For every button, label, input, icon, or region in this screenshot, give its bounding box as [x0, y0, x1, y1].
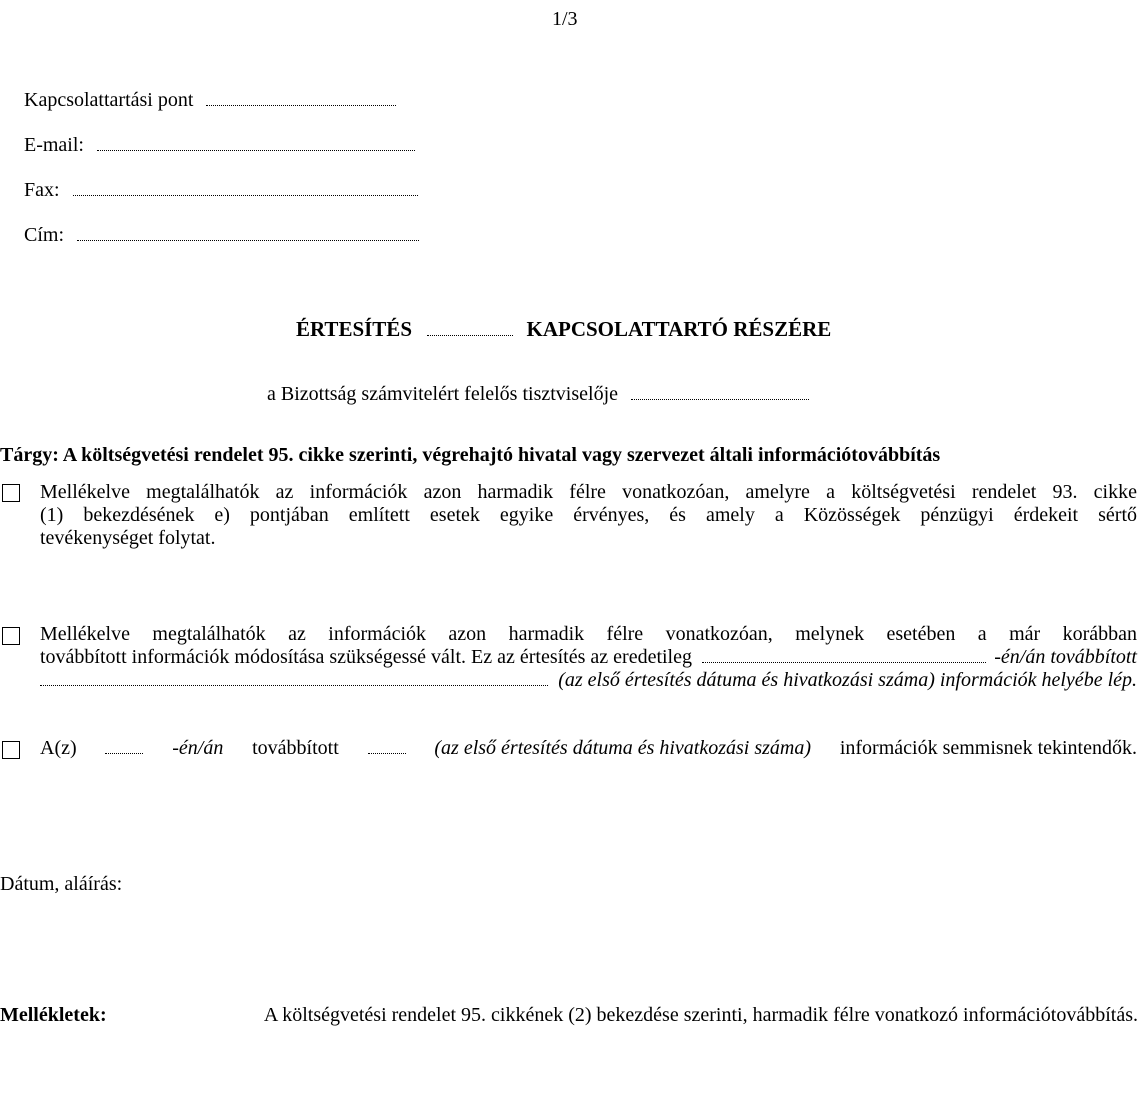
email-row — [24, 134, 415, 157]
attachments-text: A költségvetési rendelet 95. cikkének (2) bekezdése szerinti, harmadik félre vonatkozó információtovábbítás. — [263, 1004, 1138, 1026]
title-right: KAPCSOLATTARTÓ RÉSZÉRE — [526, 317, 832, 341]
option-3-ref-field[interactable] — [368, 737, 406, 754]
option-3-date-field[interactable] — [105, 737, 143, 754]
title-contact-field[interactable] — [427, 319, 513, 336]
option-2-line-3-italic: (az első értesítés dátuma és hivatkozási száma) információk helyébe lép. — [558, 669, 1137, 691]
address-label: Cím: — [24, 224, 65, 246]
address-row — [24, 224, 419, 247]
option-3-line — [40, 737, 1137, 760]
option-2-line-2-italic: -én/án továbbított — [994, 646, 1137, 668]
option-1-checkbox[interactable] — [2, 484, 20, 502]
option-1-line-2: (1) bekezdésének e) pontjában említett esetek egyike érvényes, és amely a Közösségek pénzügyi érdekeit sértő — [40, 504, 1137, 526]
signature-label: Dátum, aláírás: — [0, 873, 123, 895]
official-name-field[interactable] — [631, 383, 809, 400]
option-3-part-1: A(z) — [40, 737, 77, 759]
contact-point-row — [24, 89, 396, 112]
subject-line: Tárgy: A költségvetési rendelet 95. cikke szerinti, végrehajtó hivatal vagy szervezet általi információtovábbítás — [0, 444, 941, 466]
option-2-line-2 — [40, 646, 1137, 669]
contact-point-field[interactable] — [206, 89, 396, 106]
subtitle: a Bizottság számvitelért felelős tisztviselője — [267, 383, 619, 405]
contact-point-label: Kapcsolattartási pont — [24, 89, 194, 111]
original-reference-field[interactable] — [40, 669, 548, 686]
attachments-label: Mellékletek: — [0, 1004, 107, 1026]
fax-row — [24, 179, 418, 202]
attachments-line — [0, 1004, 1138, 1027]
option-1-line-1: Mellékelve megtalálhatók az információk azon harmadik félre vonatkozóan, amelyre a költségvetési rendelet 93. cikke — [40, 481, 1137, 503]
address-field[interactable] — [77, 224, 419, 241]
option-3-part-2: -én/án — [172, 737, 224, 759]
document-title — [296, 318, 831, 341]
fax-field[interactable] — [73, 179, 418, 196]
fax-label: Fax: — [24, 179, 60, 201]
option-3-part-4: (az első értesítés dátuma és hivatkozási száma) — [434, 737, 812, 759]
option-2-line-1: Mellékelve megtalálhatók az információk azon harmadik félre vonatkozóan, melynek esetében a már korábban — [40, 623, 1137, 645]
page-number: 1/3 — [552, 8, 578, 30]
option-1-line-3: tevékenységet folytat. — [40, 527, 216, 549]
option-3-part-3: továbbított — [252, 737, 339, 759]
option-2-checkbox[interactable] — [2, 627, 20, 645]
email-field[interactable] — [97, 134, 415, 151]
original-date-field[interactable] — [702, 646, 986, 663]
title-left: ÉRTESÍTÉS — [296, 317, 412, 341]
option-3-part-5: információk semmisnek tekintendők. — [839, 737, 1137, 759]
email-label: E-mail: — [24, 134, 84, 156]
subtitle-row — [267, 383, 809, 406]
option-2-line-3 — [40, 669, 1137, 692]
option-3-checkbox[interactable] — [2, 741, 20, 759]
option-2-line-2-text: továbbított információk módosítása szükségessé vált. Ez az értesítés az eredetileg — [40, 646, 692, 668]
